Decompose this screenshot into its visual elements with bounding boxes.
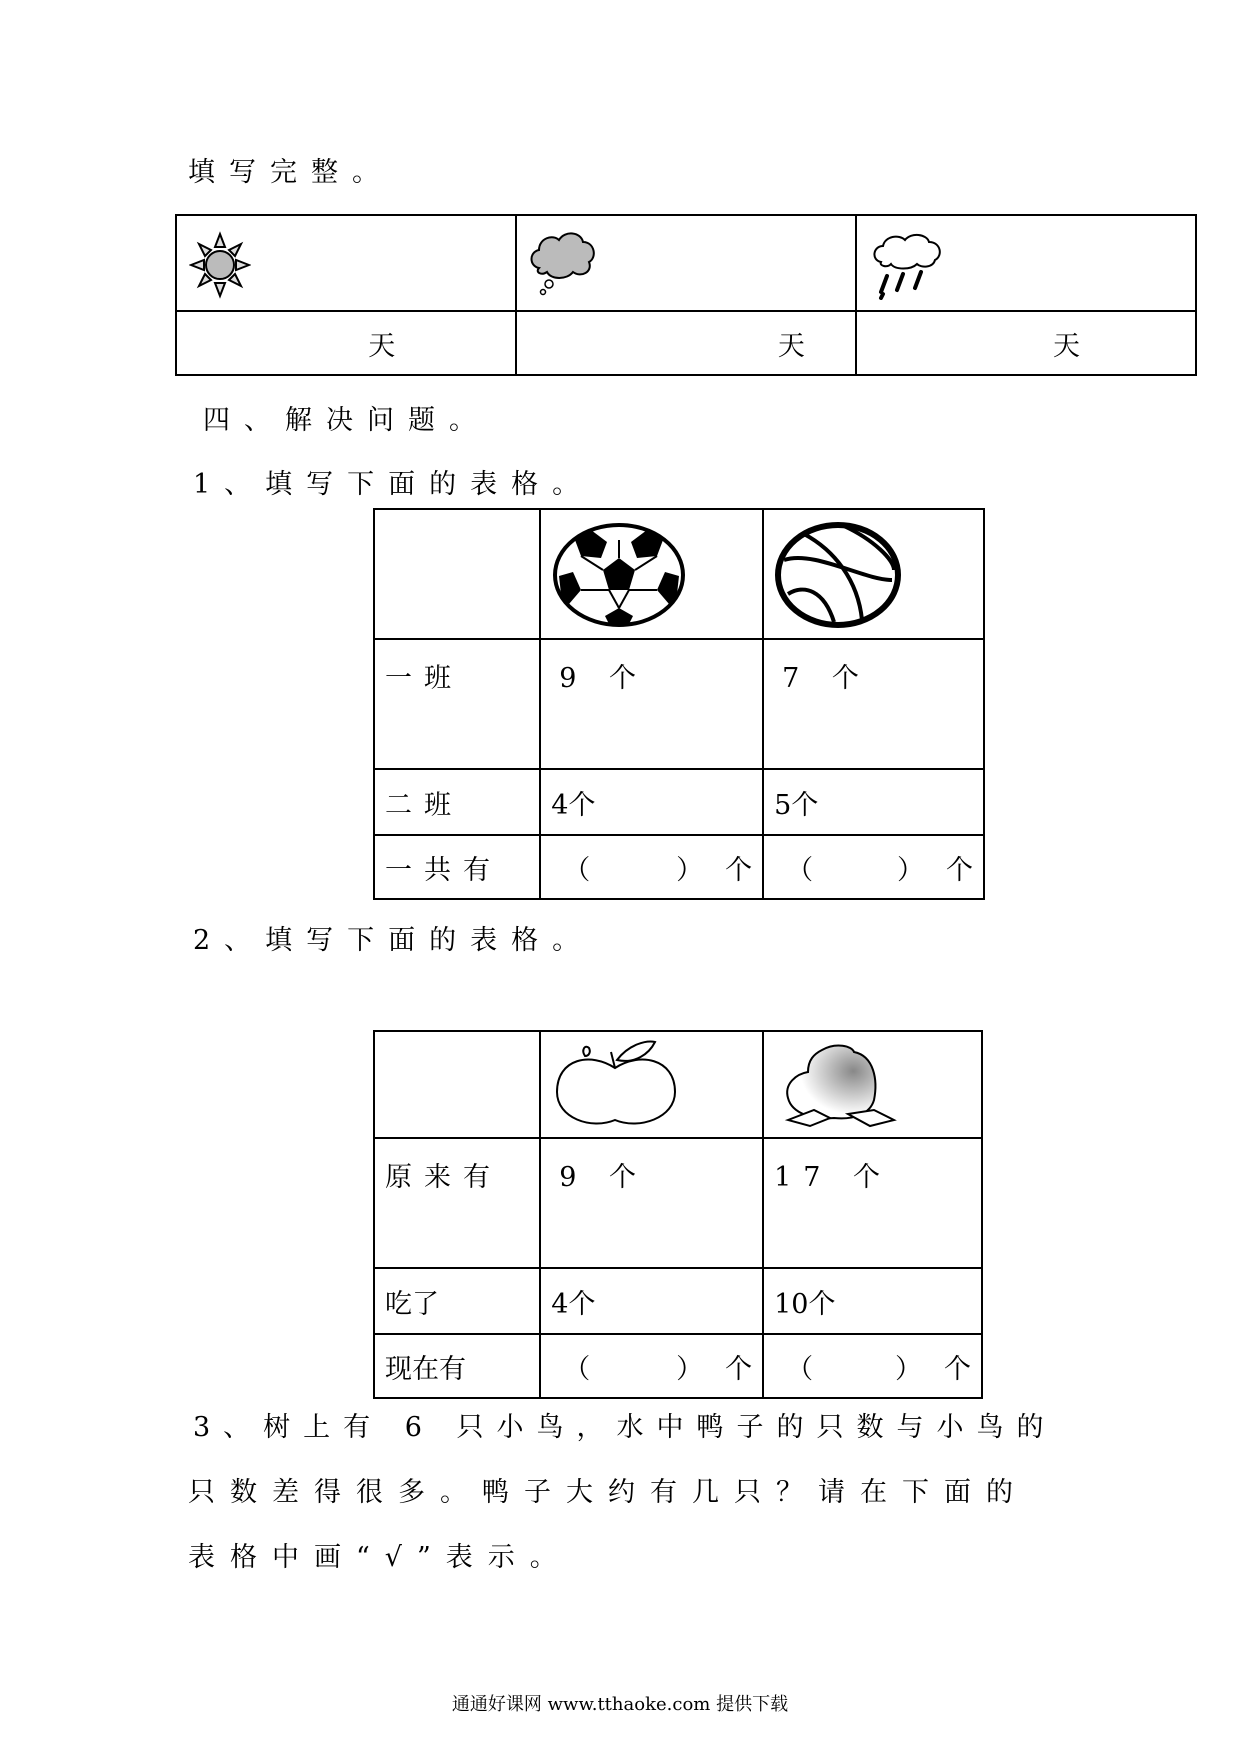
section4-title: 四、解决问题。: [203, 405, 490, 436]
q1-row1-col2-cell: [763, 639, 984, 769]
weather-cell-cloudy: [516, 215, 856, 311]
q2-now-peach-close: ）: [895, 1353, 922, 1385]
q1-header-empty: [374, 509, 540, 639]
q1-total-soccer-cell[interactable]: [540, 835, 763, 899]
q1-total-basketball-close: ）: [897, 854, 924, 886]
page-footer: 通通好课网 www.tthaoke.com 提供下载: [451, 1694, 789, 1715]
q3-line1: 3、树上有 6 只小鸟，水中鸭子的只数与小鸟的: [193, 1412, 1057, 1443]
q1-row2-col2: 5个: [774, 789, 819, 821]
q2-now-peach-unit: 个: [944, 1353, 971, 1385]
q1-total-basketball-unit: 个: [946, 854, 973, 886]
apple-icon: [551, 1038, 681, 1130]
q2-row1-col1: 9 个: [559, 1162, 649, 1193]
q1-title: 1、填写下面的表格。: [193, 469, 594, 500]
q3-line2: 只数差得很多。鸭子大约有几只？请在下面的: [188, 1477, 1028, 1508]
q2-now-apple-cell[interactable]: [540, 1334, 763, 1398]
weather-cell-sunny: [176, 215, 516, 311]
q2-now-apple-unit: 个: [725, 1353, 753, 1385]
q1-total-soccer-open: （: [563, 854, 591, 886]
q2-row1-col2-cell: [763, 1138, 982, 1268]
q1-header-soccer: [540, 509, 763, 639]
q2-row2-col1: 4个: [551, 1288, 596, 1320]
q1-row1-label-cell: [374, 639, 540, 769]
rainy-days-cell: [856, 311, 1196, 375]
q2-row3-label: 现在有: [385, 1353, 466, 1385]
q2-now-apple-open: （: [563, 1353, 591, 1385]
rain-cloud-icon: [867, 230, 947, 300]
q2-row1-col2: 17 个: [774, 1162, 893, 1193]
rainy-days-unit: 天: [1053, 330, 1080, 362]
sunny-days-unit: 天: [368, 330, 396, 362]
weather-cell-rainy: [856, 215, 1196, 311]
q2-now-apple-close: ）: [676, 1353, 704, 1385]
q1-header-basketball: [763, 509, 984, 639]
q1-row3-label-cell: [374, 835, 540, 899]
section-intro: 填写完整。: [188, 157, 393, 188]
q1-row1-label: 一班: [385, 663, 463, 694]
q2-header-peach: [763, 1031, 982, 1138]
q2-header-apple: [540, 1031, 763, 1138]
q1-row2-label-cell: [374, 769, 540, 835]
q2-row1-label: 原来有: [385, 1162, 502, 1193]
q2-row2-col1-cell: [540, 1268, 763, 1334]
sun-icon: [189, 230, 251, 300]
soccer-ball-icon: [551, 520, 687, 630]
q2-row2-label-cell: [374, 1268, 540, 1334]
q2-row2-label: 吃了: [385, 1288, 439, 1320]
q2-table: [373, 1030, 983, 1399]
q1-total-basketball-cell[interactable]: [763, 835, 984, 899]
q1-row1-col1-cell: [540, 639, 763, 769]
q2-header-empty: [374, 1031, 540, 1138]
cloudy-days-cell: [516, 311, 856, 375]
q3-line3: 表格中画“√”表示。: [188, 1542, 572, 1573]
q1-total-soccer-unit: 个: [725, 854, 753, 886]
q2-row1-col1-cell: [540, 1138, 763, 1268]
q1-total-soccer-close: ）: [676, 854, 704, 886]
peach-icon: [774, 1040, 904, 1130]
q1-row2-label: 二班: [385, 789, 463, 821]
q2-row2-col2: 10个: [774, 1288, 836, 1320]
q2-row2-col2-cell: [763, 1268, 982, 1334]
sunny-days-cell: [176, 311, 516, 375]
q2-row1-label-cell: [374, 1138, 540, 1268]
q2-now-peach-cell[interactable]: [763, 1334, 982, 1398]
q2-now-peach-open: （: [786, 1353, 814, 1385]
weather-table: [175, 214, 1197, 376]
cloud-icon: [527, 228, 597, 300]
q1-row2-col2-cell: [763, 769, 984, 835]
q1-row1-col2: 7 个: [782, 663, 871, 694]
q1-table: [373, 508, 985, 900]
q2-title: 2、填写下面的表格。: [193, 925, 594, 956]
q2-row3-label-cell: [374, 1334, 540, 1398]
q1-row1-col1: 9 个: [559, 663, 649, 694]
q1-total-basketball-open: （: [786, 854, 814, 886]
q1-row2-col1: 4个: [551, 789, 596, 821]
cloudy-days-unit: 天: [777, 330, 805, 362]
basketball-icon: [774, 520, 904, 630]
q1-row3-label: 一共有: [385, 854, 502, 886]
q1-row2-col1-cell: [540, 769, 763, 835]
